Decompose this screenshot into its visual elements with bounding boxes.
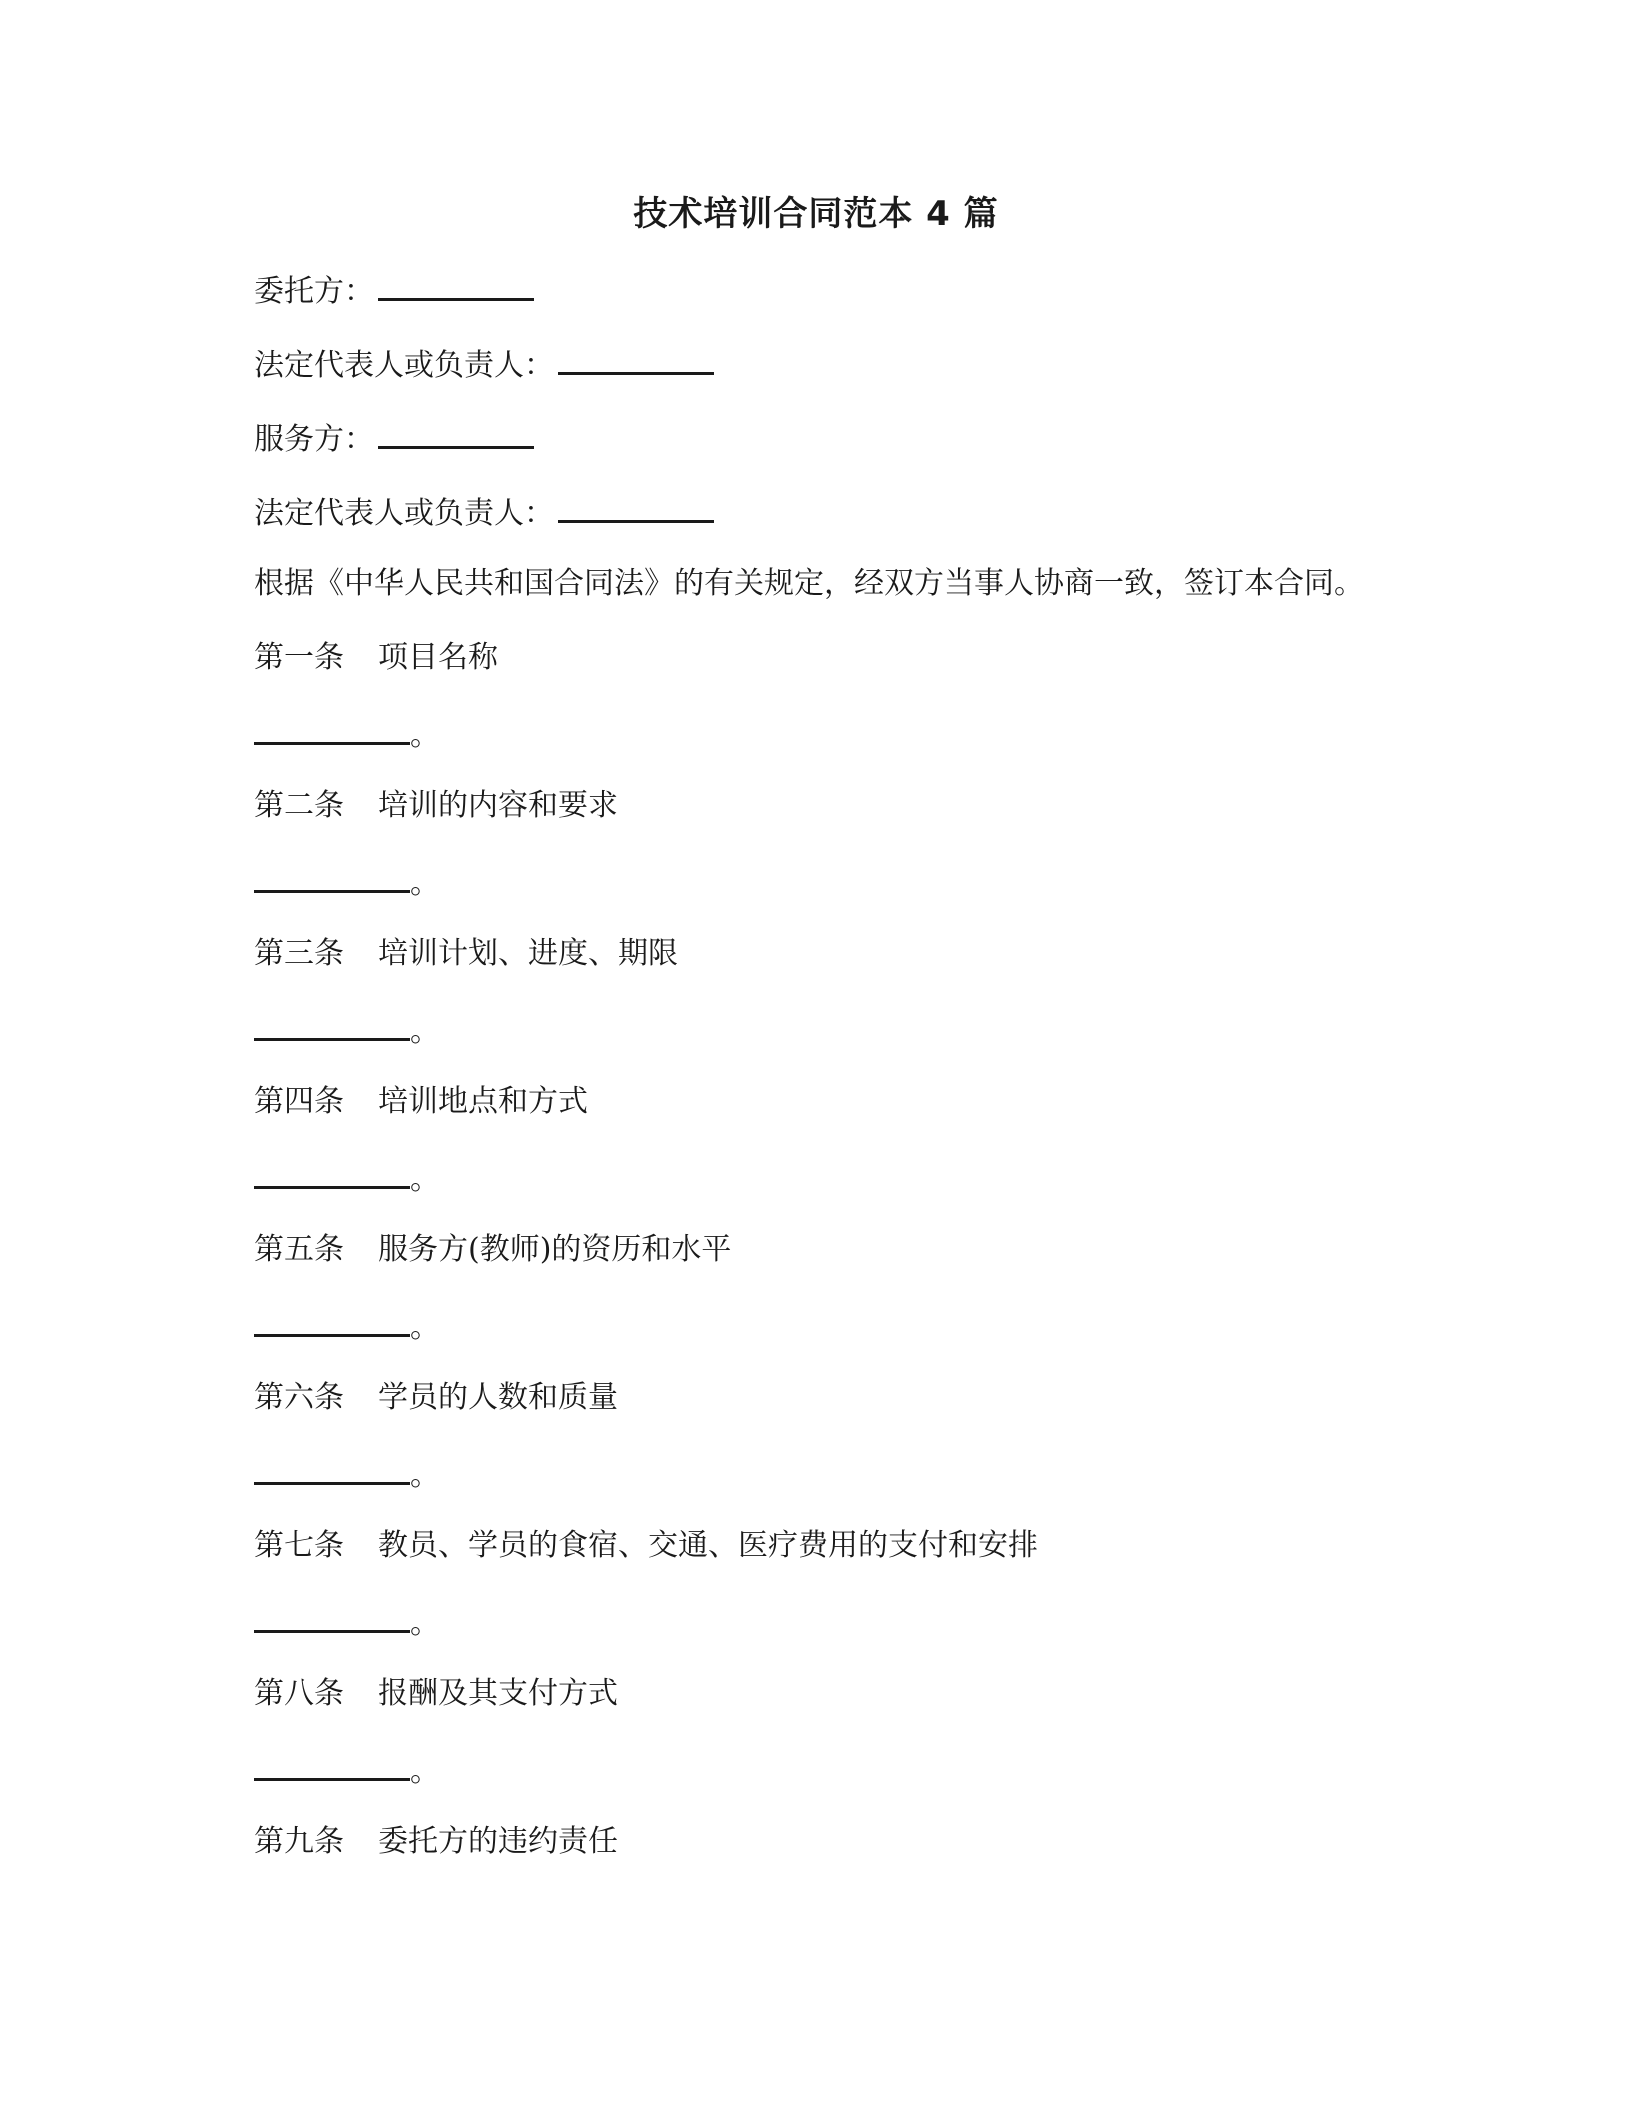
article-answer xyxy=(254,1008,440,1052)
field-label: 法定代表人或负责人： xyxy=(254,496,554,531)
article-heading xyxy=(254,1082,588,1122)
article-tail: 。 xyxy=(410,866,440,901)
article-title: 学员的人数和质量 xyxy=(378,1380,618,1415)
article-title: 服务方(教师)的资历和水平 xyxy=(378,1232,732,1267)
article-number: 第七条 xyxy=(254,1528,344,1563)
article-number: 第三条 xyxy=(254,936,344,971)
article-answer xyxy=(254,1304,440,1348)
fill-blank xyxy=(254,1748,410,1781)
fill-blank xyxy=(558,490,714,523)
fill-blank xyxy=(254,1600,410,1633)
article-heading xyxy=(254,638,498,678)
article-number: 第九条 xyxy=(254,1824,344,1859)
field-entrusting-party xyxy=(254,268,534,312)
field-label: 法定代表人或负责人： xyxy=(254,348,554,383)
article-title: 报酬及其支付方式 xyxy=(378,1676,618,1711)
fill-blank xyxy=(254,1008,410,1041)
fill-blank xyxy=(378,416,534,449)
article-title: 委托方的违约责任 xyxy=(378,1824,618,1859)
article-number: 第一条 xyxy=(254,640,344,675)
preamble: 根据《中华人民共和国合同法》的有关规定，经双方当事人协商一致，签订本合同。 xyxy=(254,566,1364,601)
article-heading xyxy=(254,1526,1038,1566)
field-label: 委托方： xyxy=(254,274,374,309)
article-number: 第八条 xyxy=(254,1676,344,1711)
article-heading xyxy=(254,1378,618,1418)
article-heading xyxy=(254,1674,618,1714)
fill-blank xyxy=(254,1452,410,1485)
article-title: 培训地点和方式 xyxy=(378,1084,588,1119)
article-title: 项目名称 xyxy=(378,640,498,675)
article-number: 第五条 xyxy=(254,1232,344,1267)
article-heading xyxy=(254,1230,731,1270)
article-answer xyxy=(254,1748,440,1792)
fill-blank xyxy=(558,342,714,375)
article-answer xyxy=(254,1156,440,1200)
article-answer xyxy=(254,1452,440,1496)
article-title: 教员、学员的食宿、交通、医疗费用的支付和安排 xyxy=(378,1528,1038,1563)
fill-blank xyxy=(254,1304,410,1337)
article-heading xyxy=(254,1822,618,1862)
article-heading xyxy=(254,786,618,826)
fill-blank xyxy=(254,1156,410,1189)
field-service-party xyxy=(254,416,534,460)
field-legal-representative-1 xyxy=(254,342,714,386)
article-answer xyxy=(254,712,440,756)
article-title: 培训的内容和要求 xyxy=(378,788,618,823)
article-number: 第六条 xyxy=(254,1380,344,1415)
article-number: 第四条 xyxy=(254,1084,344,1119)
article-answer xyxy=(254,860,440,904)
article-answer xyxy=(254,1600,440,1644)
article-tail: 。 xyxy=(410,1754,440,1789)
article-heading xyxy=(254,934,678,974)
article-tail: 。 xyxy=(410,1458,440,1493)
article-tail: 。 xyxy=(410,1162,440,1197)
fill-blank xyxy=(378,268,534,301)
article-title: 培训计划、进度、期限 xyxy=(378,936,678,971)
field-label: 服务方： xyxy=(254,422,374,457)
document-title: 技术培训合同范本 4 篇 xyxy=(633,194,999,234)
article-tail: 。 xyxy=(410,718,440,753)
article-tail: 。 xyxy=(410,1606,440,1641)
article-tail: 。 xyxy=(410,1310,440,1345)
article-number: 第二条 xyxy=(254,788,344,823)
article-tail: 。 xyxy=(410,1014,440,1049)
fill-blank xyxy=(254,712,410,745)
fill-blank xyxy=(254,860,410,893)
field-legal-representative-2 xyxy=(254,490,714,534)
